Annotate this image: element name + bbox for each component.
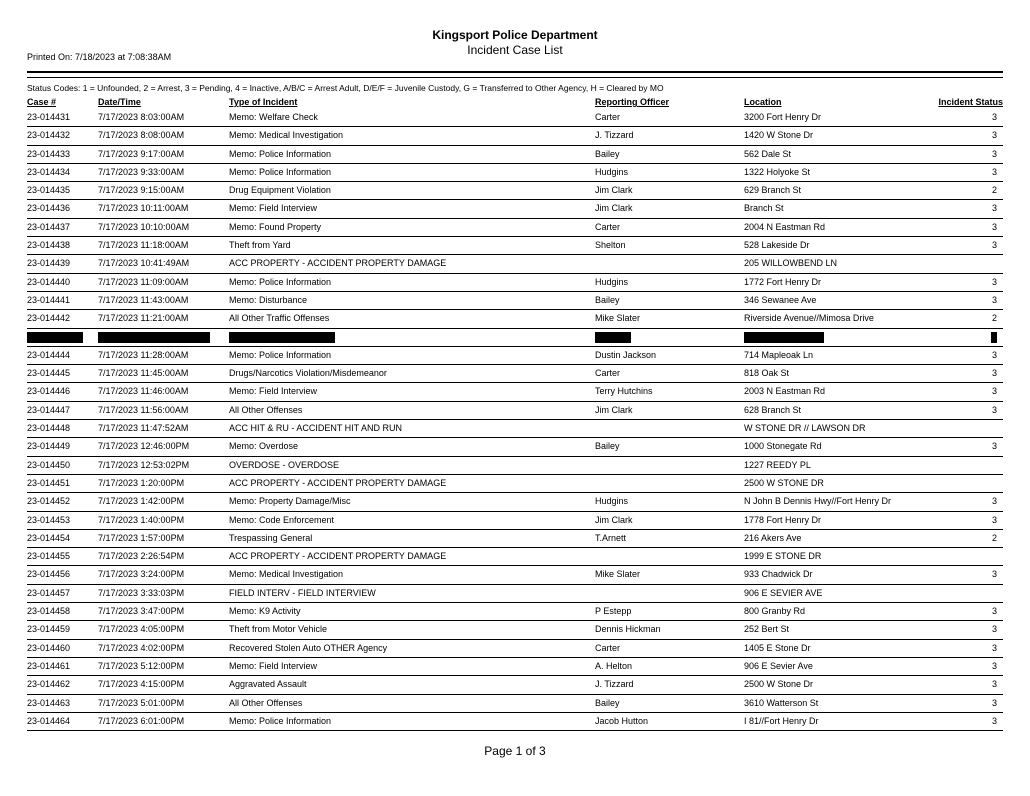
cell-case: 23-014449 xyxy=(27,441,71,452)
cell-date: 7/17/2023 11:18:00AM xyxy=(98,240,189,251)
cell-date: 7/17/2023 1:20:00PM xyxy=(98,477,185,488)
cell-type: Memo: Code Enforcement xyxy=(229,514,335,525)
cell-location: 800 Granby Rd xyxy=(744,606,806,617)
cell-officer: Bailey xyxy=(595,294,620,305)
cell-officer: Jim Clark xyxy=(595,404,633,415)
cell-location: Branch St xyxy=(744,203,784,214)
table-row xyxy=(27,274,1003,292)
organization-title: Kingsport Police Department xyxy=(432,28,598,42)
table-row xyxy=(27,109,1003,127)
cell-location: 562 Dale St xyxy=(744,148,792,159)
cell-type: Memo: Police Information xyxy=(229,166,332,177)
cell-location: 818 Oak St xyxy=(744,368,790,379)
cell-type: ACC PROPERTY - ACCIDENT PROPERTY DAMAGE xyxy=(229,258,447,269)
cell-location: 528 Lakeside Dr xyxy=(744,240,810,251)
cell-status: 3 xyxy=(991,514,997,525)
cell-type: Drugs/Narcotics Violation/Misdemeanor xyxy=(229,368,387,379)
page-number: Page 1 of 3 xyxy=(484,744,546,758)
cell-date: 7/17/2023 1:42:00PM xyxy=(98,496,185,507)
table-row xyxy=(27,438,1003,456)
cell-location: 906 E Sevier Ave xyxy=(744,660,813,671)
cell-type: Drug Equipment Violation xyxy=(229,185,331,196)
cell-date: 7/17/2023 3:47:00PM xyxy=(98,606,185,617)
cell-officer: Hudgins xyxy=(595,166,629,177)
redaction-bar xyxy=(27,332,83,343)
cell-date: 7/17/2023 12:46:00PM xyxy=(98,441,190,452)
cell-status: 3 xyxy=(991,368,997,379)
cell-type: Memo: Police Information xyxy=(229,276,332,287)
table-row xyxy=(27,585,1003,603)
column-header-case: Case # xyxy=(27,97,57,107)
cell-location: 346 Sewanee Ave xyxy=(744,294,817,305)
cell-officer: J. Tizzard xyxy=(595,679,634,690)
header-rule-thin xyxy=(27,77,1003,78)
table-row xyxy=(27,475,1003,493)
cell-type: Memo: Police Information xyxy=(229,715,332,726)
cell-officer: Terry Hutchins xyxy=(595,386,653,397)
cell-location: 2500 W STONE DR xyxy=(744,477,824,488)
cell-officer: Jim Clark xyxy=(595,203,633,214)
table-row xyxy=(27,530,1003,548)
cell-type: Memo: Welfare Check xyxy=(229,112,318,122)
table-row xyxy=(27,457,1003,475)
cell-officer: Bailey xyxy=(595,441,620,452)
cell-officer: Jim Clark xyxy=(595,514,633,525)
table-row xyxy=(27,255,1003,273)
column-header-status: Incident Status xyxy=(938,97,1003,107)
cell-location: 205 WILLOWBEND LN xyxy=(744,258,838,269)
cell-type: Memo: Police Information xyxy=(229,349,332,360)
cell-type: Memo: Property Damage/Misc xyxy=(229,496,351,507)
cell-status: 3 xyxy=(991,240,997,251)
cell-status: 3 xyxy=(991,404,997,415)
cell-location: 1772 Fort Henry Dr xyxy=(744,276,822,287)
cell-type: OVERDOSE - OVERDOSE xyxy=(229,459,340,470)
cell-type: All Other Offenses xyxy=(229,697,303,708)
cell-type: Theft from Yard xyxy=(229,240,291,251)
cell-date: 7/17/2023 3:24:00PM xyxy=(98,569,185,580)
cell-location: 1999 E STONE DR xyxy=(744,551,822,562)
column-header-location: Location xyxy=(744,97,782,107)
cell-case: 23-014463 xyxy=(27,697,71,708)
cell-officer: Bailey xyxy=(595,697,620,708)
column-header-type: Type of Incident xyxy=(229,97,298,107)
cell-case: 23-014440 xyxy=(27,276,71,287)
cell-status: 3 xyxy=(991,349,997,360)
cell-type: Aggravated Assault xyxy=(229,679,307,690)
cell-status: 3 xyxy=(991,642,997,653)
table-header xyxy=(27,97,1003,109)
table-row xyxy=(27,603,1003,621)
cell-location: 2500 W Stone Dr xyxy=(744,679,814,690)
table-row xyxy=(27,200,1003,218)
table-row xyxy=(27,365,1003,383)
cell-date: 7/17/2023 9:33:00AM xyxy=(98,166,185,177)
cell-date: 7/17/2023 4:15:00PM xyxy=(98,679,185,690)
cell-type: Theft from Motor Vehicle xyxy=(229,624,328,635)
cell-case: 23-014433 xyxy=(27,148,71,159)
cell-date: 7/17/2023 5:01:00PM xyxy=(98,697,185,708)
cell-case: 23-014441 xyxy=(27,294,71,305)
cell-date: 7/17/2023 11:28:00AM xyxy=(98,349,189,360)
cell-type: Memo: Disturbance xyxy=(229,294,308,305)
cell-officer: T.Arnett xyxy=(595,532,627,543)
cell-location: 252 Bert St xyxy=(744,624,790,635)
cell-status: 2 xyxy=(991,185,997,196)
cell-date: 7/17/2023 10:10:00AM xyxy=(98,221,190,232)
cell-status: 3 xyxy=(991,660,997,671)
cell-location: N John B Dennis Hwy//Fort Henry Dr xyxy=(744,496,892,507)
cell-location: 2003 N Eastman Rd xyxy=(744,386,826,397)
cell-status: 3 xyxy=(991,697,997,708)
report-title: Incident Case List xyxy=(467,43,563,57)
table-row xyxy=(27,658,1003,676)
table-row xyxy=(27,146,1003,164)
cell-date: 7/17/2023 5:12:00PM xyxy=(98,660,185,671)
table-row xyxy=(27,127,1003,145)
cell-case: 23-014439 xyxy=(27,258,71,269)
cell-date: 7/17/2023 4:02:00PM xyxy=(98,642,185,653)
cell-officer: Bailey xyxy=(595,148,620,159)
cell-case: 23-014455 xyxy=(27,551,71,562)
cell-status: 3 xyxy=(991,569,997,580)
cell-status: 2 xyxy=(991,313,997,324)
cell-date: 7/17/2023 1:57:00PM xyxy=(98,532,185,543)
cell-type: ACC PROPERTY - ACCIDENT PROPERTY DAMAGE xyxy=(229,477,447,488)
table-row xyxy=(27,512,1003,530)
cell-location: 1420 W Stone Dr xyxy=(744,130,814,141)
cell-officer: J. Tizzard xyxy=(595,130,634,141)
cell-case: 23-014454 xyxy=(27,532,71,543)
cell-status: 3 xyxy=(991,221,997,232)
table-row xyxy=(27,182,1003,200)
cell-case: 23-014446 xyxy=(27,386,71,397)
cell-officer: Hudgins xyxy=(595,276,629,287)
cell-type: All Other Offenses xyxy=(229,404,303,415)
cell-date: 7/17/2023 11:21:00AM xyxy=(98,313,189,324)
cell-officer: P Estepp xyxy=(595,606,632,617)
cell-location: 1778 Fort Henry Dr xyxy=(744,514,822,525)
table-row xyxy=(27,219,1003,237)
table-row xyxy=(27,164,1003,182)
cell-case: 23-014434 xyxy=(27,166,71,177)
cell-status: 3 xyxy=(991,606,997,617)
cell-officer: Jacob Hutton xyxy=(595,715,649,726)
cell-location: 1322 Holyoke St xyxy=(744,166,811,177)
table-row xyxy=(27,548,1003,566)
cell-status: 3 xyxy=(991,112,997,122)
printed-timestamp: Printed On: 7/18/2023 at 7:08:38AM xyxy=(27,52,172,62)
cell-location: 3610 Watterson St xyxy=(744,697,819,708)
cell-status: 3 xyxy=(991,203,997,214)
cell-status: 3 xyxy=(991,386,997,397)
cell-location: 2004 N Eastman Rd xyxy=(744,221,826,232)
cell-date: 7/17/2023 1:40:00PM xyxy=(98,514,185,525)
redaction-bar xyxy=(991,332,997,343)
cell-date: 7/17/2023 8:08:00AM xyxy=(98,130,185,141)
cell-case: 23-014453 xyxy=(27,514,71,525)
redaction-bar xyxy=(744,332,824,343)
cell-case: 23-014447 xyxy=(27,404,71,415)
cell-location: 216 Akers Ave xyxy=(744,532,802,543)
cell-location: 3200 Fort Henry Dr xyxy=(744,112,822,122)
cell-date: 7/17/2023 11:56:00AM xyxy=(98,404,189,415)
cell-officer: Carter xyxy=(595,642,621,653)
cell-officer: Mike Slater xyxy=(595,313,641,324)
cell-status: 2 xyxy=(991,532,997,543)
table-row xyxy=(27,292,1003,310)
table-row xyxy=(27,347,1003,365)
cell-case: 23-014448 xyxy=(27,423,71,434)
cell-date: 7/17/2023 4:05:00PM xyxy=(98,624,185,635)
cell-type: Memo: Field Interview xyxy=(229,386,318,397)
cell-case: 23-014458 xyxy=(27,606,71,617)
cell-case: 23-014457 xyxy=(27,587,71,598)
cell-date: 7/17/2023 8:03:00AM xyxy=(98,112,185,122)
cell-date: 7/17/2023 11:09:00AM xyxy=(98,276,189,287)
cell-officer: Mike Slater xyxy=(595,569,641,580)
cell-officer: Hudgins xyxy=(595,496,629,507)
redaction-bar xyxy=(595,332,631,343)
cell-case: 23-014460 xyxy=(27,642,71,653)
header-rule xyxy=(27,71,1003,73)
cell-case: 23-014437 xyxy=(27,221,71,232)
cell-type: Memo: Overdose xyxy=(229,441,299,452)
cell-location: 1227 REEDY PL xyxy=(744,459,811,470)
table-row xyxy=(27,640,1003,658)
cell-officer: Dennis Hickman xyxy=(595,624,661,635)
cell-location: W STONE DR // LAWSON DR xyxy=(744,423,866,434)
incident-table-body xyxy=(27,109,1003,731)
cell-type: Memo: Medical Investigation xyxy=(229,569,344,580)
cell-officer: Shelton xyxy=(595,240,626,251)
cell-status: 3 xyxy=(991,679,997,690)
cell-case: 23-014450 xyxy=(27,459,71,470)
cell-date: 7/17/2023 10:41:49AM xyxy=(98,258,190,269)
cell-case: 23-014444 xyxy=(27,349,71,360)
cell-status: 3 xyxy=(991,294,997,305)
cell-status: 3 xyxy=(991,496,997,507)
table-row xyxy=(27,237,1003,255)
cell-type: Memo: Found Property xyxy=(229,221,322,232)
redaction-bar xyxy=(229,332,335,343)
cell-case: 23-014435 xyxy=(27,185,71,196)
cell-date: 7/17/2023 2:26:54PM xyxy=(98,551,185,562)
redacted-row xyxy=(27,329,1003,347)
cell-case: 23-014456 xyxy=(27,569,71,580)
table-row xyxy=(27,676,1003,694)
cell-status: 3 xyxy=(991,441,997,452)
table-row xyxy=(27,310,1003,328)
cell-type: Memo: Field Interview xyxy=(229,203,318,214)
cell-case: 23-014438 xyxy=(27,240,71,251)
redaction-bar xyxy=(98,332,210,343)
status-codes-legend: Status Codes: 1 = Unfounded, 2 = Arrest, 3 = Pending, 4 = Inactive, A/B/C = Arrest Adult, D/E/F = Juvenile Custody, G = Transferred to Other Agency, H = Cleared by MO xyxy=(27,83,664,93)
cell-date: 7/17/2023 11:45:00AM xyxy=(98,368,189,379)
cell-status: 3 xyxy=(991,130,997,141)
table-row xyxy=(27,695,1003,713)
cell-date: 7/17/2023 9:15:00AM xyxy=(98,185,185,196)
cell-date: 7/17/2023 9:17:00AM xyxy=(98,148,185,159)
column-header-officer: Reporting Officer xyxy=(595,97,670,107)
cell-type: Memo: Medical Investigation xyxy=(229,130,344,141)
cell-date: 7/17/2023 11:47:52AM xyxy=(98,423,189,434)
cell-officer: Carter xyxy=(595,221,621,232)
cell-date: 7/17/2023 11:43:00AM xyxy=(98,294,189,305)
cell-case: 23-014442 xyxy=(27,313,71,324)
cell-status: 3 xyxy=(991,148,997,159)
cell-officer: A. Helton xyxy=(595,660,633,671)
cell-officer: Jim Clark xyxy=(595,185,633,196)
cell-location: 1405 E Stone Dr xyxy=(744,642,811,653)
cell-case: 23-014451 xyxy=(27,477,71,488)
cell-officer: Carter xyxy=(595,112,621,122)
cell-officer: Dustin Jackson xyxy=(595,349,657,360)
cell-type: Recovered Stolen Auto OTHER Agency xyxy=(229,642,388,653)
cell-type: ACC PROPERTY - ACCIDENT PROPERTY DAMAGE xyxy=(229,551,447,562)
cell-status: 3 xyxy=(991,624,997,635)
table-row xyxy=(27,713,1003,731)
column-header-date: Date/Time xyxy=(98,97,141,107)
cell-case: 23-014464 xyxy=(27,715,71,726)
table-row xyxy=(27,420,1003,438)
cell-case: 23-014432 xyxy=(27,130,71,141)
cell-type: All Other Traffic Offenses xyxy=(229,313,330,324)
cell-date: 7/17/2023 11:46:00AM xyxy=(98,386,189,397)
table-row xyxy=(27,402,1003,420)
cell-type: FIELD INTERV - FIELD INTERVIEW xyxy=(229,587,376,598)
cell-location: I 81//Fort Henry Dr xyxy=(744,715,819,726)
cell-case: 23-014459 xyxy=(27,624,71,635)
cell-type: Trespassing General xyxy=(229,532,313,543)
cell-case: 23-014436 xyxy=(27,203,71,214)
table-row xyxy=(27,383,1003,401)
cell-case: 23-014452 xyxy=(27,496,71,507)
cell-location: 933 Chadwick Dr xyxy=(744,569,813,580)
cell-case: 23-014445 xyxy=(27,368,71,379)
cell-case: 23-014461 xyxy=(27,660,71,671)
cell-status: 3 xyxy=(991,715,997,726)
table-row xyxy=(27,493,1003,511)
cell-date: 7/17/2023 3:33:03PM xyxy=(98,587,185,598)
table-row xyxy=(27,621,1003,639)
cell-date: 7/17/2023 6:01:00PM xyxy=(98,715,185,726)
cell-date: 7/17/2023 10:11:00AM xyxy=(98,203,189,214)
cell-case: 23-014431 xyxy=(27,112,71,122)
cell-date: 7/17/2023 12:53:02PM xyxy=(98,459,190,470)
cell-status: 3 xyxy=(991,166,997,177)
cell-type: ACC HIT & RU - ACCIDENT HIT AND RUN xyxy=(229,423,403,434)
cell-officer: Carter xyxy=(595,368,621,379)
table-row xyxy=(27,566,1003,584)
cell-location: 714 Mapleoak Ln xyxy=(744,349,814,360)
cell-location: Riverside Avenue//Mimosa Drive xyxy=(744,313,874,324)
cell-type: Memo: Field Interview xyxy=(229,660,318,671)
cell-location: 629 Branch St xyxy=(744,185,802,196)
cell-type: Memo: Police Information xyxy=(229,148,332,159)
cell-status: 3 xyxy=(991,276,997,287)
cell-type: Memo: K9 Activity xyxy=(229,606,301,617)
cell-location: 628 Branch St xyxy=(744,404,802,415)
cell-location: 1000 Stonegate Rd xyxy=(744,441,822,452)
cell-location: 906 E SEVIER AVE xyxy=(744,587,823,598)
cell-case: 23-014462 xyxy=(27,679,71,690)
